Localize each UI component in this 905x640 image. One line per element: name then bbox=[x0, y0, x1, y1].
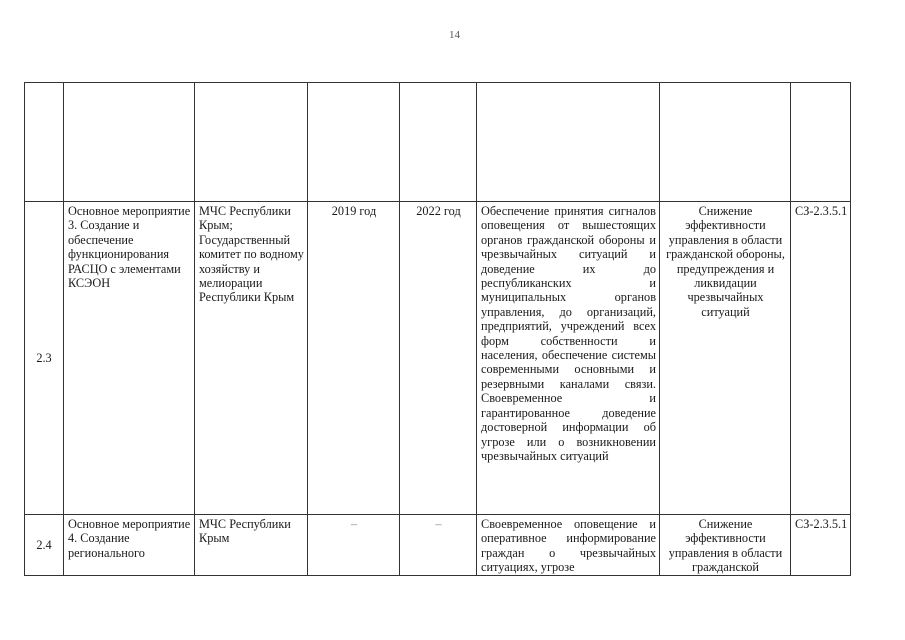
event-name: Основное мероприятие 4. Создание регионального bbox=[64, 515, 195, 576]
table-row bbox=[25, 515, 851, 576]
indicator-code: СЗ-2.3.5.1 bbox=[791, 202, 851, 515]
table-cell bbox=[791, 83, 851, 202]
executor: МЧС Республики Крым; Государственный комитет по водному хозяйству и мелиорации Республики Крым bbox=[195, 202, 308, 515]
expected-result: Своевременное оповещение и оперативное информирование граждан о чрезвычайных ситуациях, угрозе bbox=[477, 515, 660, 576]
indicator-code: СЗ-2.3.5.1 bbox=[791, 515, 851, 576]
dash: – bbox=[350, 517, 358, 531]
start-year: 2019 год bbox=[308, 202, 400, 515]
end-year: 2022 год bbox=[400, 202, 477, 515]
row-number: 2.3 bbox=[25, 202, 64, 515]
consequence: Снижение эффективности управления в области гражданской обороны, предупреждения и ликвидации чрезвычайных ситуаций bbox=[660, 202, 791, 515]
table-cell bbox=[660, 83, 791, 202]
start-year bbox=[308, 515, 400, 576]
end-year bbox=[400, 515, 477, 576]
events-table bbox=[24, 82, 851, 576]
row-number: 2.4 bbox=[25, 515, 64, 576]
table-cell bbox=[195, 83, 308, 202]
table-cell bbox=[477, 83, 660, 202]
page-number: 14 bbox=[449, 29, 460, 41]
consequence: Снижение эффективности управления в области гражданской bbox=[660, 515, 791, 576]
table-cell bbox=[400, 83, 477, 202]
table-cell bbox=[64, 83, 195, 202]
event-name: Основное мероприятие 3. Создание и обеспечение функционирования РАСЦО с элементами КСЭОН bbox=[64, 202, 195, 515]
dash: – bbox=[435, 517, 442, 531]
table-cell bbox=[308, 83, 400, 202]
table-row-continuation bbox=[25, 83, 851, 202]
table-cell bbox=[25, 83, 64, 202]
executor: МЧС Республики Крым bbox=[195, 515, 308, 576]
expected-result: Обеспечение принятия сигналов оповещения от вышестоящих органов гражданской обороны и чрезвычайных ситуаций и доведение их до республиканских и муниципальных органов управления, до организаций, предприятий, учреждений всех форм собственности и населения, обеспечение системы современными основными и резервными каналами связи. Своевременное и гарантированное доведение достоверной информации об угрозе или о возникновении чрезвычайных ситуаций bbox=[477, 202, 660, 515]
table-row bbox=[25, 202, 851, 515]
